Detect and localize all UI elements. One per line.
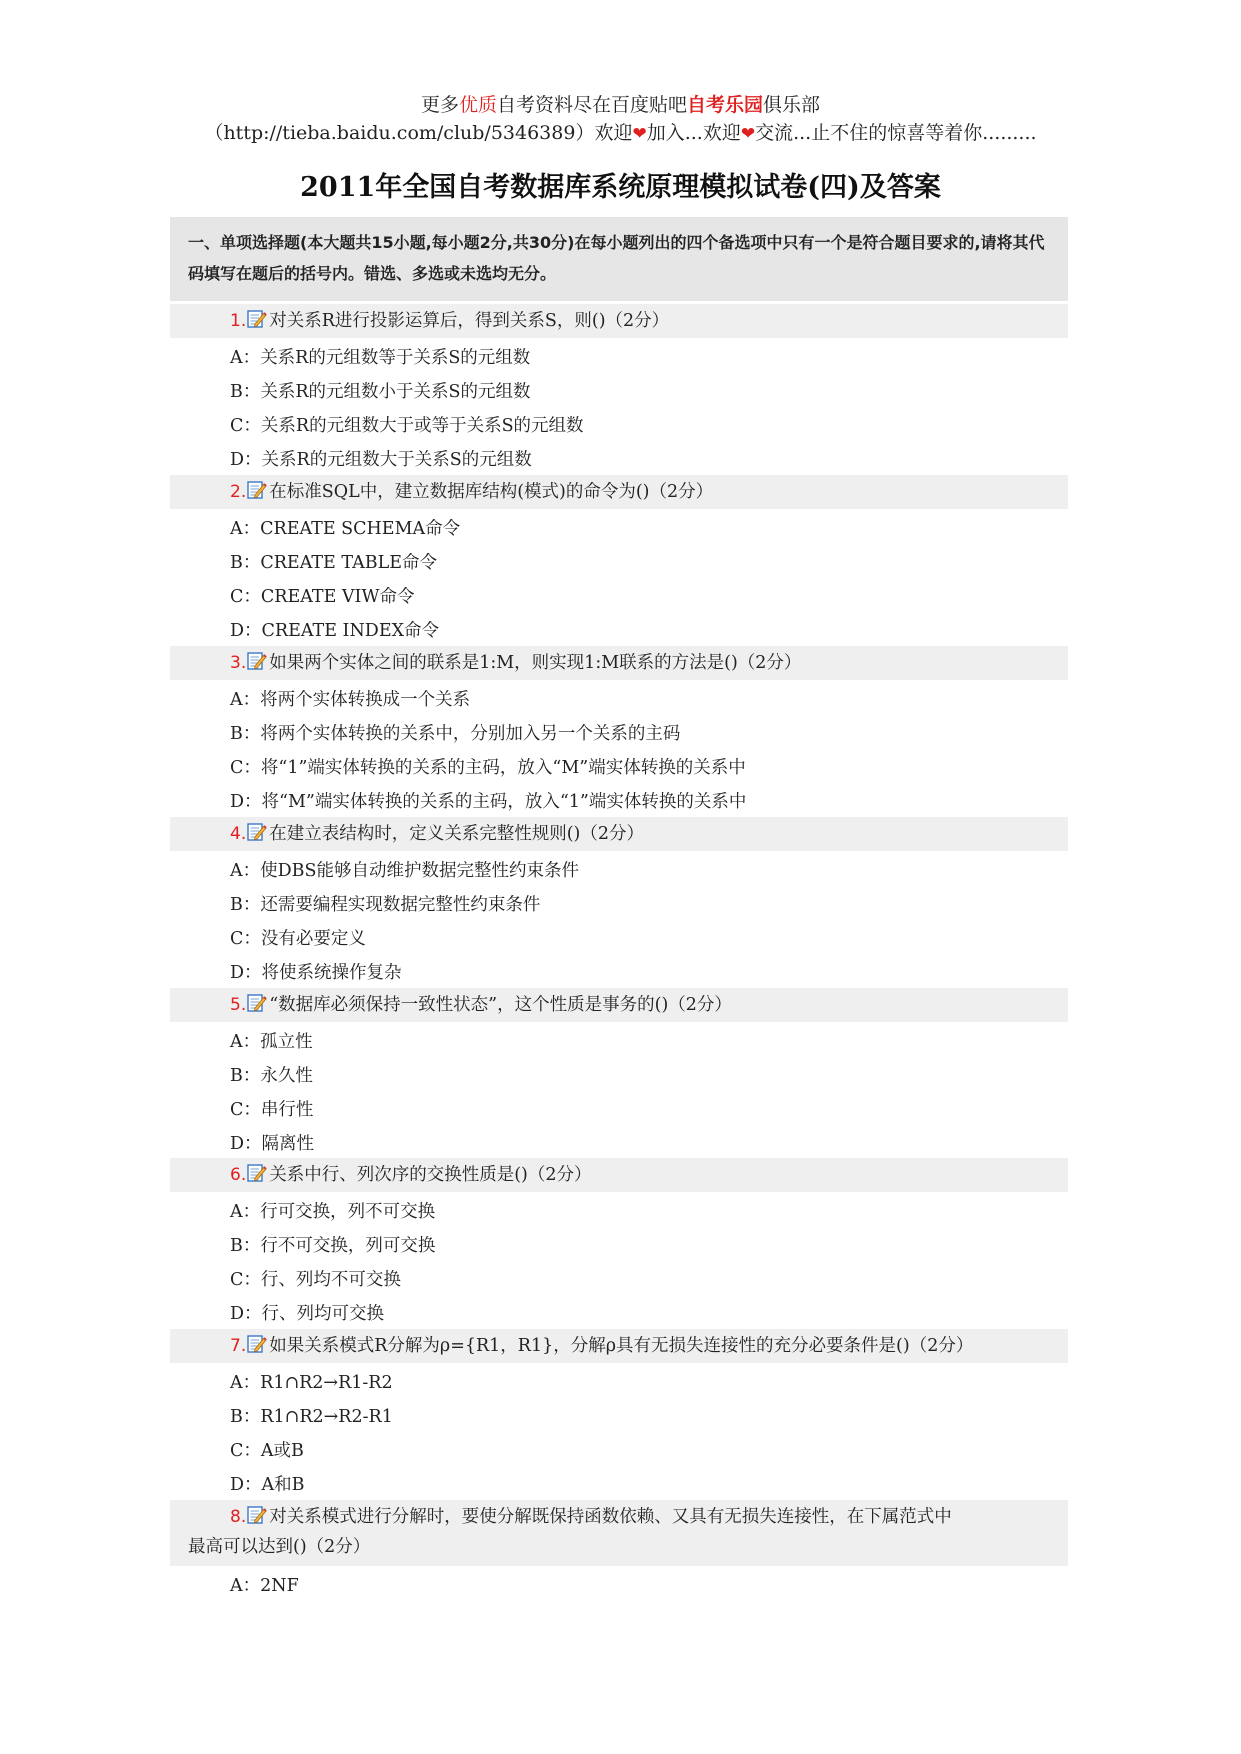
question-text: 在标准SQL中，建立数据库结构(模式)的命令为()（2分） bbox=[269, 482, 714, 502]
edit-note-icon[interactable] bbox=[247, 477, 267, 496]
question-text: 在建立表结构时，定义关系完整性规则()（2分） bbox=[269, 824, 645, 844]
edit-note-icon[interactable] bbox=[247, 819, 267, 838]
question-5 bbox=[170, 988, 1068, 1022]
answer-option: D：关系R的元组数大于关系S的元组数 bbox=[230, 450, 532, 470]
answer-option: B：关系R的元组数小于关系S的元组数 bbox=[230, 382, 531, 402]
question-number: 5. bbox=[230, 995, 247, 1015]
answer-option: C：A或B bbox=[230, 1441, 304, 1461]
answer-option: A：孤立性 bbox=[230, 1032, 313, 1052]
answer-option: D：A和B bbox=[230, 1475, 305, 1495]
question-3 bbox=[170, 646, 1068, 680]
heart-icon: ❤ bbox=[740, 124, 756, 144]
promo-text: 俱乐部 bbox=[763, 94, 821, 116]
question-4 bbox=[170, 817, 1068, 851]
question-2 bbox=[170, 475, 1068, 509]
answer-option: C：串行性 bbox=[230, 1100, 314, 1120]
section-heading: 一、单项选择题(本大题共15小题,每小题2分,共30分)在每小题列出的四个备选项中只有一个是符合题目要求的,请将其代码填写在题后的括号内。错选、多选或未选均无分。 bbox=[170, 217, 1068, 301]
heart-icon: ❤ bbox=[632, 124, 647, 144]
answer-option: B：永久性 bbox=[230, 1066, 313, 1086]
question-8 bbox=[170, 1500, 1068, 1566]
question-number: 4. bbox=[230, 824, 247, 844]
question-text: 对关系模式进行分解时，要使分解既保持函数依赖、又具有无损失连接性，在下属范式中 bbox=[269, 1507, 952, 1527]
answer-option: B：R1∩R2→R2-R1 bbox=[230, 1407, 393, 1427]
promo-text: 加入...欢迎 bbox=[646, 122, 741, 144]
question-number: 1. bbox=[230, 311, 247, 331]
answer-option: C：没有必要定义 bbox=[230, 929, 366, 949]
answer-option: B：行不可交换，列可交换 bbox=[230, 1236, 436, 1256]
answer-option: D：隔离性 bbox=[230, 1134, 315, 1154]
question-7 bbox=[170, 1329, 1068, 1363]
question-1 bbox=[170, 304, 1068, 338]
answer-option: D：CREATE INDEX命令 bbox=[230, 621, 440, 641]
answer-option: A：行可交换，列不可交换 bbox=[230, 1202, 436, 1222]
answer-option: A：使DBS能够自动维护数据完整性约束条件 bbox=[230, 861, 580, 881]
answer-option: D：行、列均可交换 bbox=[230, 1304, 385, 1324]
question-text-continued: 最高可以达到()（2分） bbox=[188, 1537, 371, 1557]
question-number: 6. bbox=[230, 1165, 247, 1185]
question-6 bbox=[170, 1158, 1068, 1192]
promo-line-2 bbox=[0, 118, 1241, 145]
club-url[interactable]: （http://tieba.baidu.com/club/5346389）欢迎 bbox=[204, 122, 633, 144]
promo-text: 交流...止不住的惊喜等着你......... bbox=[755, 122, 1037, 144]
answer-option: B：还需要编程实现数据完整性约束条件 bbox=[230, 895, 541, 915]
edit-note-icon[interactable] bbox=[247, 648, 267, 667]
promo-line-1 bbox=[0, 90, 1241, 117]
question-text: 对关系R进行投影运算后，得到关系S，则()（2分） bbox=[269, 311, 670, 331]
answer-option: C：CREATE VIW命令 bbox=[230, 587, 415, 607]
edit-note-icon[interactable] bbox=[247, 1504, 267, 1523]
answer-option: C：行、列均不可交换 bbox=[230, 1270, 401, 1290]
answer-option: B：CREATE TABLE命令 bbox=[230, 553, 438, 573]
question-text: 关系中行、列次序的交换性质是()（2分） bbox=[269, 1165, 592, 1185]
question-text: “数据库必须保持一致性状态”，这个性质是事务的()（2分） bbox=[269, 995, 732, 1015]
question-text: 如果关系模式R分解为ρ={R1，R1}，分解ρ具有无损失连接性的充分必要条件是()（2分） bbox=[269, 1336, 974, 1356]
question-number: 2. bbox=[230, 482, 247, 502]
question-text: 如果两个实体之间的联系是1:M，则实现1:M联系的方法是()（2分） bbox=[269, 653, 802, 673]
promo-text: 更多 bbox=[420, 94, 459, 116]
page-title: 2011年全国自考数据库系统原理模拟试卷(四)及答案 bbox=[300, 172, 941, 203]
answer-option: A：关系R的元组数等于关系S的元组数 bbox=[230, 348, 531, 368]
club-name[interactable]: 自考乐园 bbox=[687, 94, 764, 116]
answer-option: C：关系R的元组数大于或等于关系S的元组数 bbox=[230, 416, 584, 436]
promo-highlight: 优质 bbox=[458, 94, 497, 116]
answer-option: D：将使系统操作复杂 bbox=[230, 963, 402, 983]
edit-note-icon[interactable] bbox=[247, 1331, 267, 1350]
promo-text: 自考资料尽在百度贴吧 bbox=[496, 94, 687, 116]
edit-note-icon[interactable] bbox=[247, 990, 267, 1009]
answer-option: A：2NF bbox=[230, 1576, 299, 1596]
answer-option: A：将两个实体转换成一个关系 bbox=[230, 690, 471, 710]
question-number: 3. bbox=[230, 653, 247, 673]
answer-option: C：将“1”端实体转换的关系的主码，放入“M”端实体转换的关系中 bbox=[230, 758, 746, 778]
edit-note-icon[interactable] bbox=[247, 306, 267, 325]
answer-option: B：将两个实体转换的关系中，分别加入另一个关系的主码 bbox=[230, 724, 681, 744]
edit-note-icon[interactable] bbox=[247, 1160, 267, 1179]
question-number: 8. bbox=[230, 1507, 247, 1527]
answer-option: A：R1∩R2→R1-R2 bbox=[230, 1373, 393, 1393]
question-number: 7. bbox=[230, 1336, 247, 1356]
answer-option: D：将“M”端实体转换的关系的主码，放入“1”端实体转换的关系中 bbox=[230, 792, 747, 812]
answer-option: A：CREATE SCHEMA命令 bbox=[230, 519, 461, 539]
